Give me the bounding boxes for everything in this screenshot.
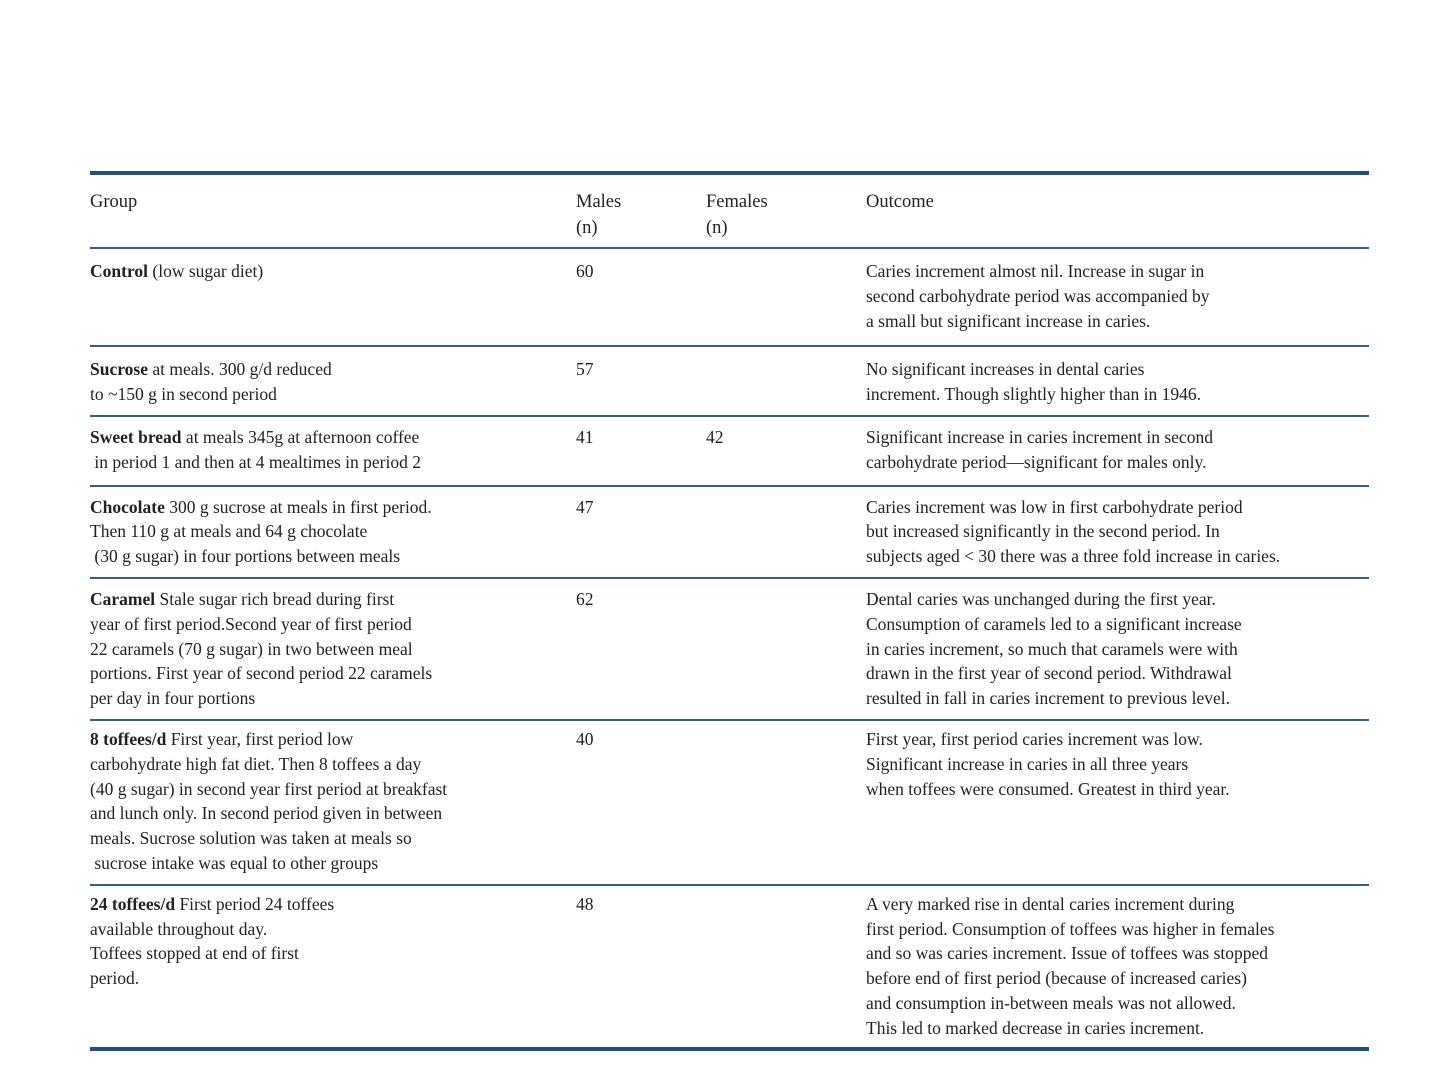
outcome-cell [866, 425, 1369, 475]
header-males-label: Males [576, 192, 622, 212]
data-table [90, 171, 1369, 1051]
table-body [90, 247, 1369, 1047]
outcome-line: Caries increment almost nil. Increase in sugar in [866, 261, 1205, 281]
outcome-line: carbohydrate period—significant for males only. [866, 451, 1207, 472]
group-line [90, 495, 576, 520]
table-row [90, 249, 1369, 345]
outcome-line: Significant increase in caries increment in second [866, 426, 1213, 447]
outcome-line: but increased significantly in the second period. In [866, 521, 1220, 542]
group-line [90, 941, 576, 966]
table-row [90, 417, 1369, 485]
outcome-cell [866, 357, 1369, 407]
group-name: Caramel [90, 588, 156, 609]
group-line [90, 637, 576, 662]
group-name: 24 toffees/d [90, 893, 176, 914]
outcome-line: Significant increase in caries in all three years [866, 753, 1189, 774]
group-description: portions. First year of second period 22 caramels [90, 663, 433, 684]
females-cell [706, 495, 866, 569]
males-cell: 40 [576, 728, 594, 749]
header-males [576, 175, 706, 247]
group-description: at meals 345g at afternoon coffee [181, 426, 420, 447]
header-group-label: Group [90, 192, 138, 212]
outcome-cell [866, 727, 1369, 876]
group-description: (40 g sugar) in second year first period at breakfast [90, 778, 448, 799]
group-line [90, 777, 576, 802]
header-outcome-label: Outcome [866, 192, 934, 212]
outcome-line: Consumption of caramels led to a significant increase [866, 613, 1242, 634]
females-cell [706, 892, 866, 1041]
outcome-line: in caries increment, so much that caramels were with [866, 638, 1238, 659]
group-name: Control [90, 261, 149, 281]
males-cell: 47 [576, 496, 594, 517]
outcome-line: a small but significant increase in caries. [866, 310, 1151, 331]
males-cell: 41 [576, 426, 594, 447]
females-cell: 42 [706, 426, 724, 447]
group-description: (low sugar diet) [148, 261, 264, 281]
females-cell [706, 259, 866, 333]
outcome-line: and consumption in-between meals was not allowed. [866, 992, 1236, 1013]
outcome-cell [866, 892, 1369, 1041]
outcome-cell [866, 495, 1369, 569]
group-line [90, 851, 576, 876]
group-cell [90, 495, 576, 569]
group-line [90, 544, 576, 569]
males-cell: 48 [576, 893, 594, 914]
group-description: 22 caramels (70 g sugar) in two between meal [90, 638, 413, 659]
group-line [90, 661, 576, 686]
group-description: available throughout day. [90, 918, 268, 939]
table-row [90, 487, 1369, 577]
group-name: Sucrose [90, 359, 149, 380]
header-females-unit: (n) [706, 218, 728, 238]
males-cell: 57 [576, 359, 594, 380]
males-cell: 62 [576, 588, 594, 609]
group-description: in period 1 and then at 4 mealtimes in period 2 [90, 451, 421, 472]
females-cell [706, 357, 866, 407]
group-description: First period 24 toffees [175, 893, 335, 914]
group-line [90, 917, 576, 942]
group-name: Chocolate [90, 496, 165, 517]
group-line [90, 892, 576, 917]
group-cell [90, 259, 576, 333]
group-line [90, 752, 576, 777]
table-row [90, 721, 1369, 884]
table-bottom-rule [90, 1047, 1369, 1051]
outcome-line: second carbohydrate period was accompanied by [866, 285, 1210, 306]
outcome-line: and so was caries increment. Issue of toffees was stopped [866, 943, 1269, 964]
group-line [90, 826, 576, 851]
group-line [90, 382, 576, 407]
group-cell [90, 727, 576, 876]
group-cell [90, 357, 576, 407]
outcome-cell [866, 587, 1369, 711]
group-description: period. [90, 968, 140, 989]
outcome-line: increment. Though slightly higher than in 1946. [866, 384, 1202, 405]
group-line [90, 801, 576, 826]
outcome-line: Dental caries was unchanged during the first year. [866, 588, 1216, 609]
group-description: and lunch only. In second period given in between [90, 803, 443, 824]
group-line [90, 686, 576, 711]
table-row [90, 886, 1369, 1047]
group-name: Sweet bread [90, 426, 182, 447]
group-description: sucrose intake was equal to other groups [90, 852, 379, 873]
outcome-cell [866, 259, 1369, 333]
group-description: to ~150 g in second period [90, 384, 277, 405]
group-description: Stale sugar rich bread during first [155, 588, 395, 609]
outcome-line: No significant increases in dental caries [866, 359, 1145, 380]
group-description: year of first period.Second year of first period [90, 613, 412, 634]
group-description: Toffees stopped at end of first [90, 943, 299, 964]
outcome-line: First year, first period caries increment was low. [866, 728, 1203, 749]
group-line [90, 727, 576, 752]
table-row [90, 347, 1369, 415]
group-line [90, 519, 576, 544]
outcome-line: drawn in the first year of second period. Withdrawal [866, 663, 1232, 684]
header-females-label: Females [706, 192, 768, 212]
group-description: at meals. 300 g/d reduced [148, 359, 332, 380]
group-description: Then 110 g at meals and 64 g chocolate [90, 521, 368, 542]
outcome-line: before end of first period (because of increased caries) [866, 968, 1247, 989]
header-males-unit: (n) [576, 218, 598, 238]
header-group [90, 175, 576, 247]
group-cell [90, 587, 576, 711]
group-line [90, 357, 576, 382]
group-cell [90, 425, 576, 475]
group-description: per day in four portions [90, 688, 256, 709]
table-header-row [90, 175, 1369, 247]
group-line [90, 966, 576, 991]
females-cell [706, 587, 866, 711]
outcome-line: A very marked rise in dental caries increment during [866, 893, 1235, 914]
outcome-line: subjects aged < 30 there was a three fold increase in caries. [866, 546, 1281, 567]
table-row [90, 579, 1369, 719]
group-line [90, 587, 576, 612]
group-description: (30 g sugar) in four portions between meals [90, 546, 401, 567]
group-description: meals. Sucrose solution was taken at meals so [90, 828, 412, 849]
group-description: 300 g sucrose at meals in first period. [164, 496, 432, 517]
outcome-line: first period. Consumption of toffees was higher in females [866, 918, 1275, 939]
group-line [90, 425, 576, 450]
group-line [90, 450, 576, 475]
males-cell: 60 [576, 261, 594, 281]
outcome-line: resulted in fall in caries increment to previous level. [866, 688, 1230, 709]
header-females [706, 175, 866, 247]
header-outcome [866, 175, 1369, 247]
outcome-line: Caries increment was low in first carbohydrate period [866, 496, 1243, 517]
outcome-line: This led to marked decrease in caries increment. [866, 1017, 1205, 1038]
outcome-line: when toffees were consumed. Greatest in third year. [866, 778, 1230, 799]
group-name: 8 toffees/d [90, 728, 167, 749]
group-line [90, 612, 576, 637]
group-line [90, 259, 576, 284]
group-description: First year, first period low [166, 728, 354, 749]
group-description: carbohydrate high fat diet. Then 8 toffees a day [90, 753, 422, 774]
females-cell [706, 727, 866, 876]
group-cell [90, 892, 576, 1041]
